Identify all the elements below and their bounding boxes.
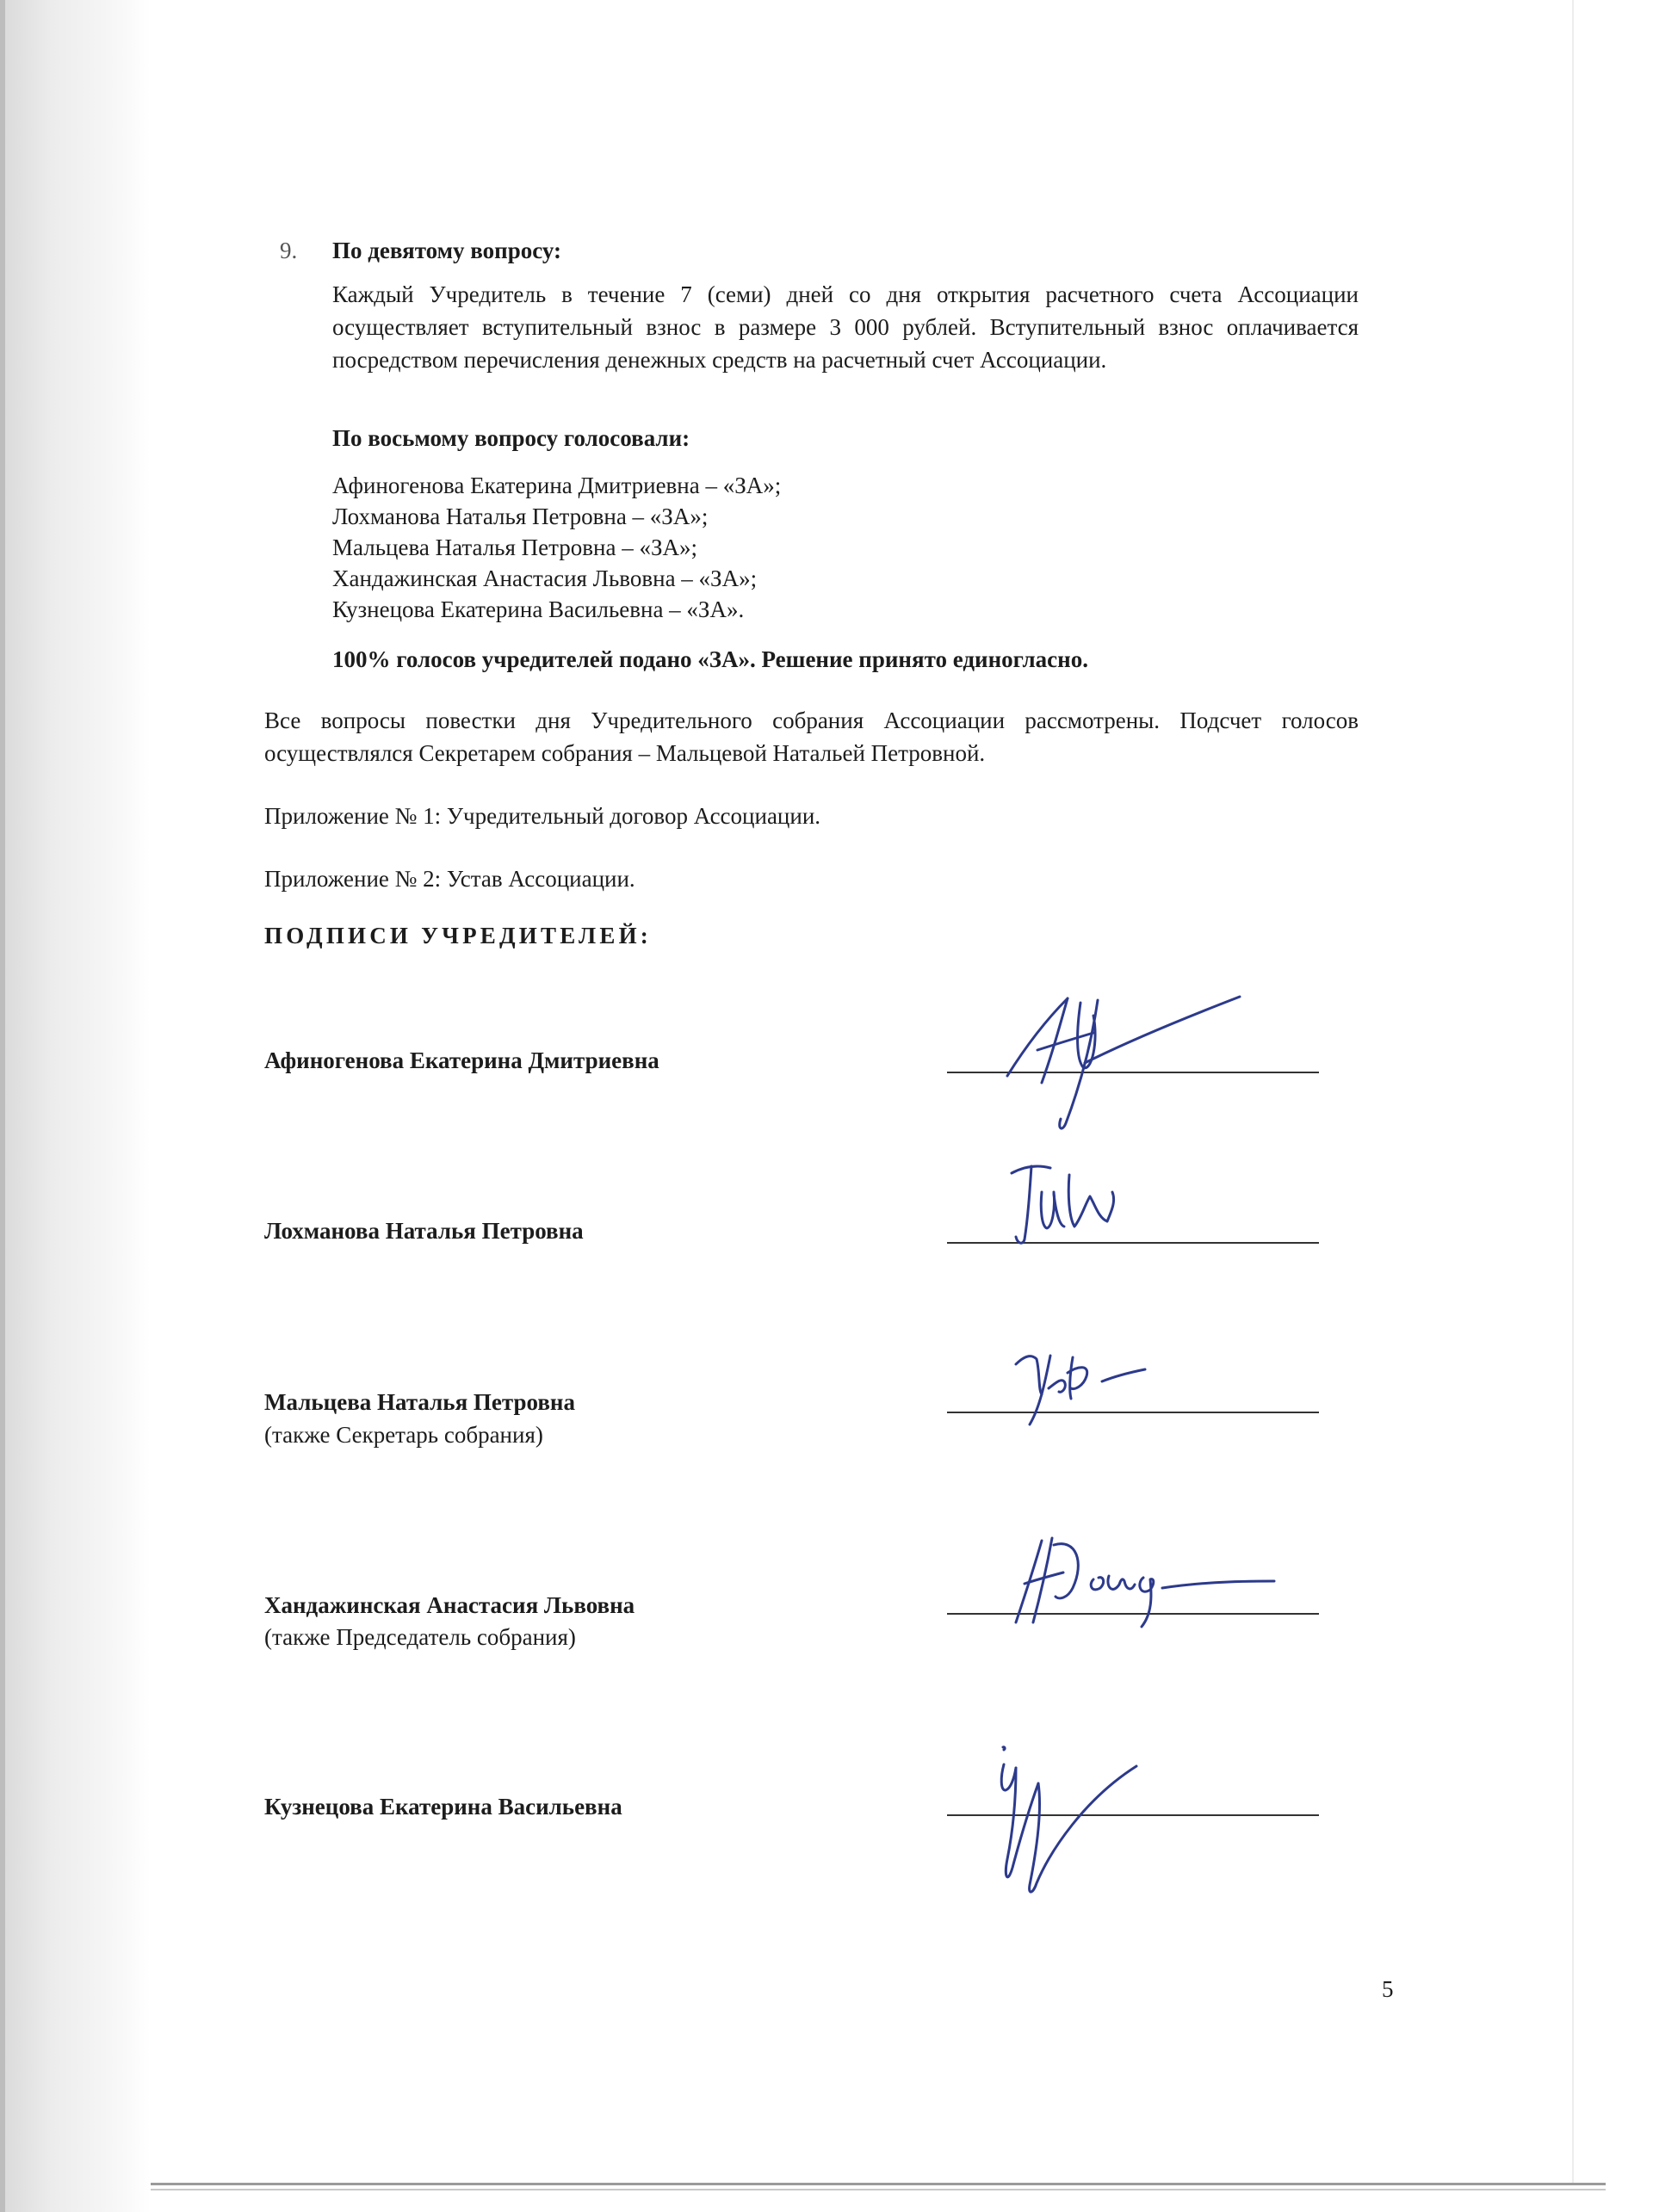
- scan-right-line: [1572, 0, 1574, 2183]
- signer-role: (также Председатель собрания): [264, 1624, 576, 1650]
- appendix-2: Приложение № 2: Устав Ассоциации.: [264, 866, 635, 892]
- vote-entry: Мальцева Наталья Петровна – «ЗА»;: [332, 534, 697, 560]
- signer-name: Афиногенова Екатерина Дмитриевна: [264, 1047, 659, 1073]
- scan-left-edge: [0, 0, 5, 2212]
- signature-1: [990, 981, 1248, 1136]
- vote-heading: По восьмому вопросу голосовали:: [332, 425, 690, 451]
- closing-paragraph: Все вопросы повестки дня Учредительного собрания Ассоциации рассмотрены. Подсчет голосов осуществлялся Секретарем собрания – Мальцевой Натальей Петровной.: [264, 707, 1359, 766]
- signer-role: (также Секретарь собрания): [264, 1422, 543, 1448]
- vote-entry: Афиногенова Екатерина Дмитриевна – «ЗА»;: [332, 473, 782, 498]
- item-text: Каждый Учредитель в течение 7 (семи) дней со дня открытия расчетного счета Ассоциации осуществляет вступительный взнос в размере 3 000 рублей. Вступительный взнос оплачивается посредством перечисления денежных средств на расчетный счет Ассоциации.: [332, 281, 1359, 373]
- signature-3: [1007, 1338, 1154, 1433]
- appendix-1: Приложение № 1: Учредительный договор Ассоциации.: [264, 803, 821, 829]
- scan-left-shadow: [0, 0, 151, 2212]
- vote-result: 100% голосов учредителей подано «ЗА». Решение принято единогласно.: [332, 646, 1088, 672]
- vote-entry: Кузнецова Екатерина Васильевна – «ЗА».: [332, 596, 745, 622]
- scan-bottom-edge-shadow: [151, 2189, 1606, 2190]
- signer-name: Мальцева Наталья Петровна: [264, 1389, 575, 1415]
- signature-2: [999, 1158, 1128, 1252]
- vote-entry: Хандажинская Анастасия Львовна – «ЗА»;: [332, 565, 758, 591]
- vote-entry: Лохманова Наталья Петровна – «ЗА»;: [332, 504, 709, 529]
- item-number: 9.: [280, 238, 298, 263]
- vote-list: [332, 470, 781, 625]
- scan-bottom-edge: [151, 2183, 1606, 2185]
- signature-5: [981, 1739, 1154, 1902]
- signatures-heading: ПОДПИСИ УЧРЕДИТЕЛЕЙ:: [264, 923, 652, 948]
- signer-name: Хандажинская Анастасия Львовна: [264, 1592, 635, 1618]
- signer-name: Кузнецова Екатерина Васильевна: [264, 1794, 622, 1820]
- signature-4: [999, 1528, 1291, 1648]
- page-number: 5: [1382, 1976, 1394, 2002]
- signer-name: Лохманова Наталья Петровна: [264, 1218, 584, 1244]
- item-heading: По девятому вопросу:: [332, 238, 561, 263]
